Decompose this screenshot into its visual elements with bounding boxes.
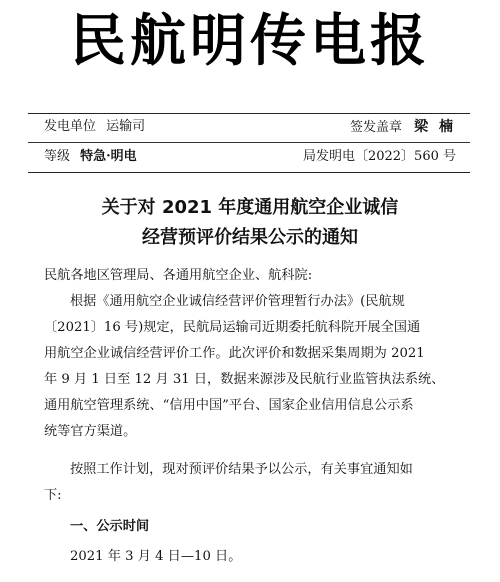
para1-line: 统等官方渠道。	[44, 424, 137, 439]
para1-line: 通用航空管理系统、“信用中国”平台、国家企业信用信息公示系	[44, 398, 414, 413]
sender-label: 发电单位	[44, 119, 97, 134]
header-bottom-rule	[28, 172, 470, 173]
header-mid-rule	[28, 142, 470, 143]
para1-line: 用航空企业诚信经营评价工作。此次评价和数据采集周期为 2021	[44, 346, 425, 361]
para2-line: 下:	[44, 488, 62, 503]
para1-line: 年 9 月 1 日至 12 月 31 日，数据来源涉及民航行业监管执法系统、	[44, 372, 445, 387]
signer-value: 梁 楠	[414, 119, 456, 135]
signer-block	[350, 117, 456, 137]
para1-line: 〔2021〕16 号)规定，民航局运输司近期委托航科院开展全国通	[44, 320, 421, 335]
sender-value: 运输司	[106, 119, 146, 134]
section-text-publicity-period: 2021 年 3 月 4 日—10 日。	[70, 549, 242, 564]
sender-block	[44, 117, 145, 137]
level-value: 特急·明电	[80, 149, 137, 164]
level-label: 等级	[44, 149, 71, 164]
meta-row-level	[44, 147, 456, 167]
meta-row-sender	[44, 117, 456, 137]
salutation: 民航各地区管理局、各通用航空企业、航科院:	[44, 268, 313, 283]
para1-line: 根据《通用航空企业诚信经营评价管理暂行办法》(民航规	[70, 294, 405, 309]
section-heading-publicity-period: 一、公示时间	[70, 519, 150, 534]
document-title-line-1: 关于对 2021 年度通用航空企业诚信	[101, 197, 399, 218]
level-block	[44, 147, 137, 167]
signer-label: 签发盖章	[349, 120, 402, 135]
masthead-title: 民航明传电报	[70, 9, 430, 74]
para2-line: 按照工作计划，现对预评价结果予以公示，有关事宜通知如	[70, 462, 413, 477]
document-number: 局发明电〔2022〕560 号	[302, 149, 456, 164]
document-title-line-2: 经营预评价结果公示的通知	[142, 227, 358, 248]
header-top-rule	[28, 113, 470, 114]
